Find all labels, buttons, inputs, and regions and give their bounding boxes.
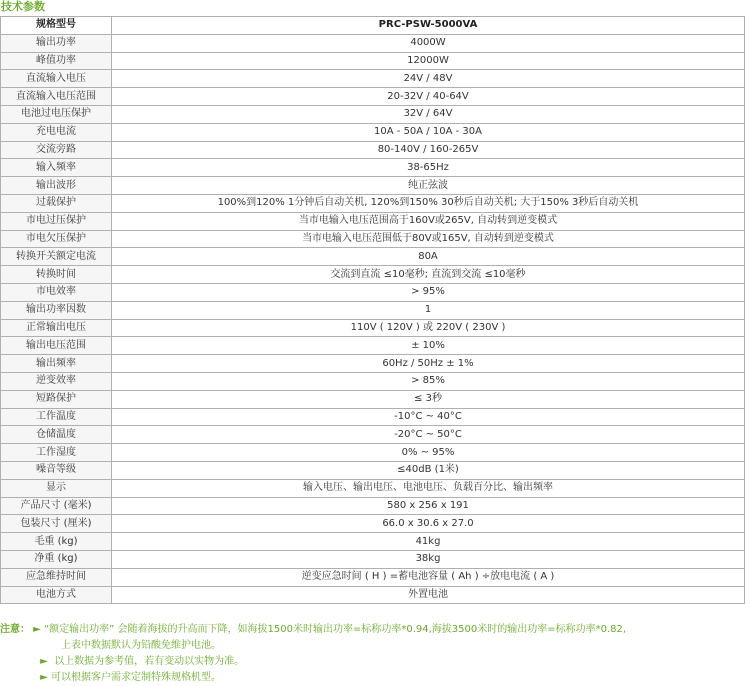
- spec-value: -10°C ~ 40°C: [112, 408, 745, 426]
- spec-key: 转换开关额定电流: [1, 248, 112, 266]
- table-row: [1, 390, 745, 408]
- spec-key: 市电过压保护: [1, 212, 112, 230]
- arrow-icon: ►: [40, 672, 48, 683]
- table-row: [1, 194, 745, 212]
- spec-key: 输出功率因数: [1, 301, 112, 319]
- header-key: 规格型号: [1, 17, 112, 35]
- spec-key: 包装尺寸 (厘米): [1, 515, 112, 533]
- spec-key: 市电欠压保护: [1, 230, 112, 248]
- spec-value: -20°C ~ 50°C: [112, 426, 745, 444]
- table-row: [1, 123, 745, 141]
- spec-key: 市电效率: [1, 283, 112, 301]
- note-item: [0, 638, 750, 654]
- spec-key: 直流输入电压: [1, 70, 112, 88]
- table-row: [1, 568, 745, 586]
- spec-key: 输出电压范围: [1, 337, 112, 355]
- spec-key: 交流旁路: [1, 141, 112, 159]
- table-row: [1, 319, 745, 337]
- spec-value: 66.0 x 30.6 x 27.0: [112, 515, 745, 533]
- spec-value: 24V / 48V: [112, 70, 745, 88]
- spec-key: 充电电流: [1, 123, 112, 141]
- table-row: [1, 426, 745, 444]
- table-row: [1, 479, 745, 497]
- spec-key: 毛重 (kg): [1, 533, 112, 551]
- table-row: [1, 34, 745, 52]
- spec-table-body: [1, 34, 745, 604]
- spec-value: 80A: [112, 248, 745, 266]
- arrow-icon: ►: [40, 656, 48, 667]
- spec-value: 10A - 50A / 10A - 30A: [112, 123, 745, 141]
- spec-value: 60Hz / 50Hz ± 1%: [112, 355, 745, 373]
- table-row: [1, 212, 745, 230]
- spec-key: 正常输出电压: [1, 319, 112, 337]
- notes-label: 注意：: [0, 624, 30, 635]
- spec-key: 峰值功率: [1, 52, 112, 70]
- spec-key: 输出波形: [1, 177, 112, 195]
- spec-value: 逆变应急时间 ( H ) =蓄电池容量 ( Ah ) ÷放电电流 ( A ): [112, 568, 745, 586]
- spec-value: 580 x 256 x 191: [112, 497, 745, 515]
- spec-key: 应急维持时间: [1, 568, 112, 586]
- note-item: [0, 654, 750, 670]
- table-row: [1, 408, 745, 426]
- spec-value: ≤40dB (1米): [112, 461, 745, 479]
- spec-value: > 95%: [112, 283, 745, 301]
- spec-value: 外置电池: [112, 586, 745, 604]
- spec-key: 产品尺寸 (毫米): [1, 497, 112, 515]
- spec-key: 过载保护: [1, 194, 112, 212]
- note-text: “额定输出功率” 会随着海拔的升高而下降，如海拔1500米时输出功率=标称功率*0.94,海拔3500米时的输出功率=标称功率*0.82,: [44, 624, 627, 635]
- note-text: 上表中数据默认为铅酸免维护电池。: [61, 640, 221, 651]
- spec-table: [0, 16, 745, 604]
- spec-key: 输出功率: [1, 34, 112, 52]
- table-row: [1, 52, 745, 70]
- section-title: 技术参数: [1, 0, 45, 13]
- spec-value: 80-140V / 160-265V: [112, 141, 745, 159]
- table-row: [1, 586, 745, 604]
- spec-key: 输入频率: [1, 159, 112, 177]
- note-text: 可以根据客户需求定制特殊规格机型。: [51, 672, 221, 683]
- arrow-icon: ►: [33, 624, 41, 635]
- table-row: [1, 266, 745, 284]
- spec-value: 输入电压、输出电压、电池电压、负载百分比、输出频率: [112, 479, 745, 497]
- note-item: [0, 670, 750, 686]
- spec-value: 38-65Hz: [112, 159, 745, 177]
- spec-value: 1: [112, 301, 745, 319]
- table-row: [1, 337, 745, 355]
- table-row: [1, 70, 745, 88]
- table-row: [1, 177, 745, 195]
- table-row: [1, 141, 745, 159]
- spec-value: 20-32V / 40-64V: [112, 88, 745, 106]
- header-value: PRC-PSW-5000VA: [112, 17, 745, 35]
- spec-key: 工作湿度: [1, 444, 112, 462]
- spec-value: > 85%: [112, 372, 745, 390]
- spec-key: 电池方式: [1, 586, 112, 604]
- spec-key: 转换时间: [1, 266, 112, 284]
- spec-key: 工作温度: [1, 408, 112, 426]
- table-row: [1, 283, 745, 301]
- spec-value: ≤ 3秒: [112, 390, 745, 408]
- table-row: [1, 230, 745, 248]
- spec-value: 当市电输入电压范围低于80V或165V, 自动转到逆变模式: [112, 230, 745, 248]
- spec-value: 交流到直流 ≤10毫秒; 直流到交流 ≤10毫秒: [112, 266, 745, 284]
- table-header-row: [1, 17, 745, 35]
- table-row: [1, 444, 745, 462]
- spec-key: 显示: [1, 479, 112, 497]
- spec-value: 41kg: [112, 533, 745, 551]
- spec-key: 仓储温度: [1, 426, 112, 444]
- spec-value: 100%到120% 1分钟后自动关机, 120%到150% 30秒后自动关机; 大于150% 3秒后自动关机: [112, 194, 745, 212]
- table-row: [1, 159, 745, 177]
- table-row: [1, 550, 745, 568]
- table-row: [1, 533, 745, 551]
- table-row: [1, 88, 745, 106]
- table-row: [1, 248, 745, 266]
- spec-value: 当市电输入电压范围高于160V或265V, 自动转到逆变模式: [112, 212, 745, 230]
- table-row: [1, 105, 745, 123]
- spec-value: 0% ~ 95%: [112, 444, 745, 462]
- spec-value: 4000W: [112, 34, 745, 52]
- spec-key: 净重 (kg): [1, 550, 112, 568]
- spec-value: 纯正弦波: [112, 177, 745, 195]
- spec-key: 短路保护: [1, 390, 112, 408]
- note-item: [0, 622, 750, 638]
- spec-key: 直流输入电压范围: [1, 88, 112, 106]
- table-row: [1, 301, 745, 319]
- spec-value: ± 10%: [112, 337, 745, 355]
- spec-value: 32V / 64V: [112, 105, 745, 123]
- table-row: [1, 372, 745, 390]
- note-text: 以上数据为参考值，若有变动以实物为准。: [54, 656, 245, 667]
- spec-value: 38kg: [112, 550, 745, 568]
- spec-key: 逆变效率: [1, 372, 112, 390]
- table-row: [1, 461, 745, 479]
- spec-value: 110V ( 120V ) 或 220V ( 230V ): [112, 319, 745, 337]
- table-row: [1, 497, 745, 515]
- spec-key: 电池过电压保护: [1, 105, 112, 123]
- spec-key: 输出频率: [1, 355, 112, 373]
- spec-key: 噪音等级: [1, 461, 112, 479]
- spec-value: 12000W: [112, 52, 745, 70]
- table-row: [1, 515, 745, 533]
- notes-section: [0, 622, 750, 686]
- table-row: [1, 355, 745, 373]
